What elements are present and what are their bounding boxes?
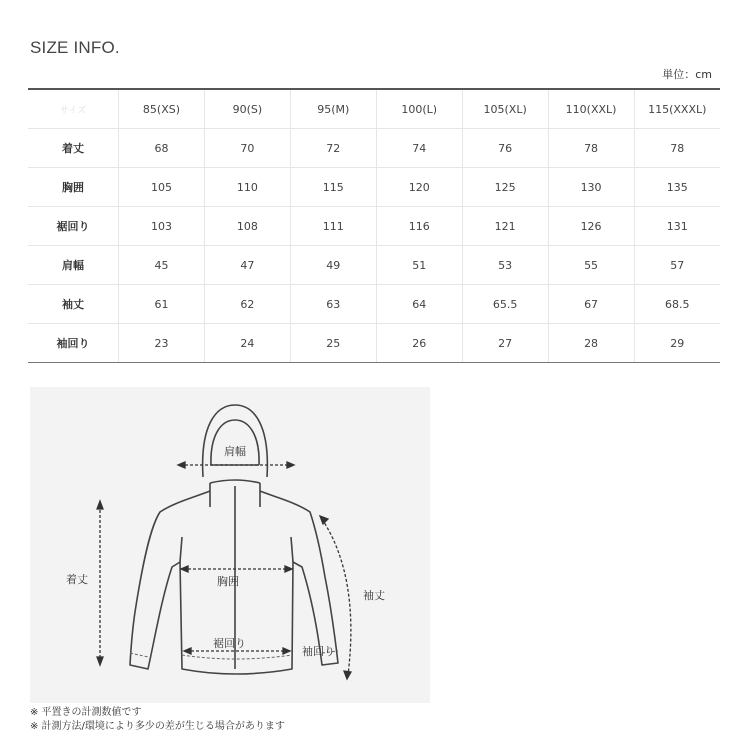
table-cell: 105 xyxy=(119,168,205,207)
table-cell: 53 xyxy=(462,246,548,285)
table-cell: 67 xyxy=(548,285,634,324)
row-label: 肩幅 xyxy=(28,246,119,285)
jacket-illustration xyxy=(30,387,430,703)
table-cell: 121 xyxy=(462,207,548,246)
table-cell: 28 xyxy=(548,324,634,363)
table-cell: 55 xyxy=(548,246,634,285)
table-cell: 63 xyxy=(290,285,376,324)
label-cuff: 袖回り xyxy=(302,645,335,658)
column-header: 95(M) xyxy=(290,89,376,129)
table-cell: 61 xyxy=(119,285,205,324)
table-cell: 103 xyxy=(119,207,205,246)
label-sleeve-length: 袖丈 xyxy=(363,589,385,602)
row-label: 袖回り xyxy=(28,324,119,363)
table-cell: 126 xyxy=(548,207,634,246)
table-cell: 110 xyxy=(204,168,290,207)
table-cell: 135 xyxy=(634,168,720,207)
note-item: ※ 計測方法/環境により多少の差が生じる場合があります xyxy=(30,721,285,732)
chest-arrow xyxy=(181,566,292,572)
label-chest: 胸囲 xyxy=(217,575,239,588)
table-cell: 76 xyxy=(462,129,548,168)
table-cell: 70 xyxy=(204,129,290,168)
column-header: 110(XXL) xyxy=(548,89,634,129)
unit-label: 単位：cm xyxy=(662,68,712,81)
table-cell: 45 xyxy=(119,246,205,285)
table-row xyxy=(28,285,720,324)
notes xyxy=(30,706,285,734)
table-cell: 68 xyxy=(119,129,205,168)
column-header: 115(XXXL) xyxy=(634,89,720,129)
column-header: 85(XS) xyxy=(119,89,205,129)
table-cell: 27 xyxy=(462,324,548,363)
column-header: 105(XL) xyxy=(462,89,548,129)
table-cell: 120 xyxy=(376,168,462,207)
table-row xyxy=(28,168,720,207)
shoulder-arrow xyxy=(178,462,294,468)
table-cell: 130 xyxy=(548,168,634,207)
table-cell: 57 xyxy=(634,246,720,285)
table-cell: 47 xyxy=(204,246,290,285)
table-cell: 25 xyxy=(290,324,376,363)
table-corner: サイズ xyxy=(28,89,119,129)
table-cell: 78 xyxy=(548,129,634,168)
table-row xyxy=(28,207,720,246)
table-header-row xyxy=(28,89,720,129)
table-cell: 115 xyxy=(290,168,376,207)
table-cell: 111 xyxy=(290,207,376,246)
table-row xyxy=(28,246,720,285)
table-cell: 65.5 xyxy=(462,285,548,324)
table-row xyxy=(28,129,720,168)
table-cell: 49 xyxy=(290,246,376,285)
table-cell: 68.5 xyxy=(634,285,720,324)
length-arrow xyxy=(97,501,103,665)
column-header: 100(L) xyxy=(376,89,462,129)
table-cell: 64 xyxy=(376,285,462,324)
table-row xyxy=(28,324,720,363)
table-cell: 125 xyxy=(462,168,548,207)
note-item: ※ 平置きの計測数値です xyxy=(30,707,142,718)
label-shoulder: 肩幅 xyxy=(224,445,246,458)
table-cell: 116 xyxy=(376,207,462,246)
table-cell: 51 xyxy=(376,246,462,285)
row-label: 袖丈 xyxy=(28,285,119,324)
label-length: 着丈 xyxy=(66,573,88,586)
table-cell: 74 xyxy=(376,129,462,168)
row-label: 裾回り xyxy=(28,207,119,246)
row-label: 胸囲 xyxy=(28,168,119,207)
label-hem: 裾回り xyxy=(213,637,246,650)
table-cell: 29 xyxy=(634,324,720,363)
table-cell: 78 xyxy=(634,129,720,168)
table-cell: 23 xyxy=(119,324,205,363)
page-title: SIZE INFO. xyxy=(30,38,120,57)
table-cell: 72 xyxy=(290,129,376,168)
row-label: 着丈 xyxy=(28,129,119,168)
table-cell: 24 xyxy=(204,324,290,363)
size-table xyxy=(28,88,720,363)
table-cell: 108 xyxy=(204,207,290,246)
table-cell: 26 xyxy=(376,324,462,363)
table-cell: 62 xyxy=(204,285,290,324)
measurement-diagram xyxy=(30,387,430,703)
column-header: 90(S) xyxy=(204,89,290,129)
table-cell: 131 xyxy=(634,207,720,246)
